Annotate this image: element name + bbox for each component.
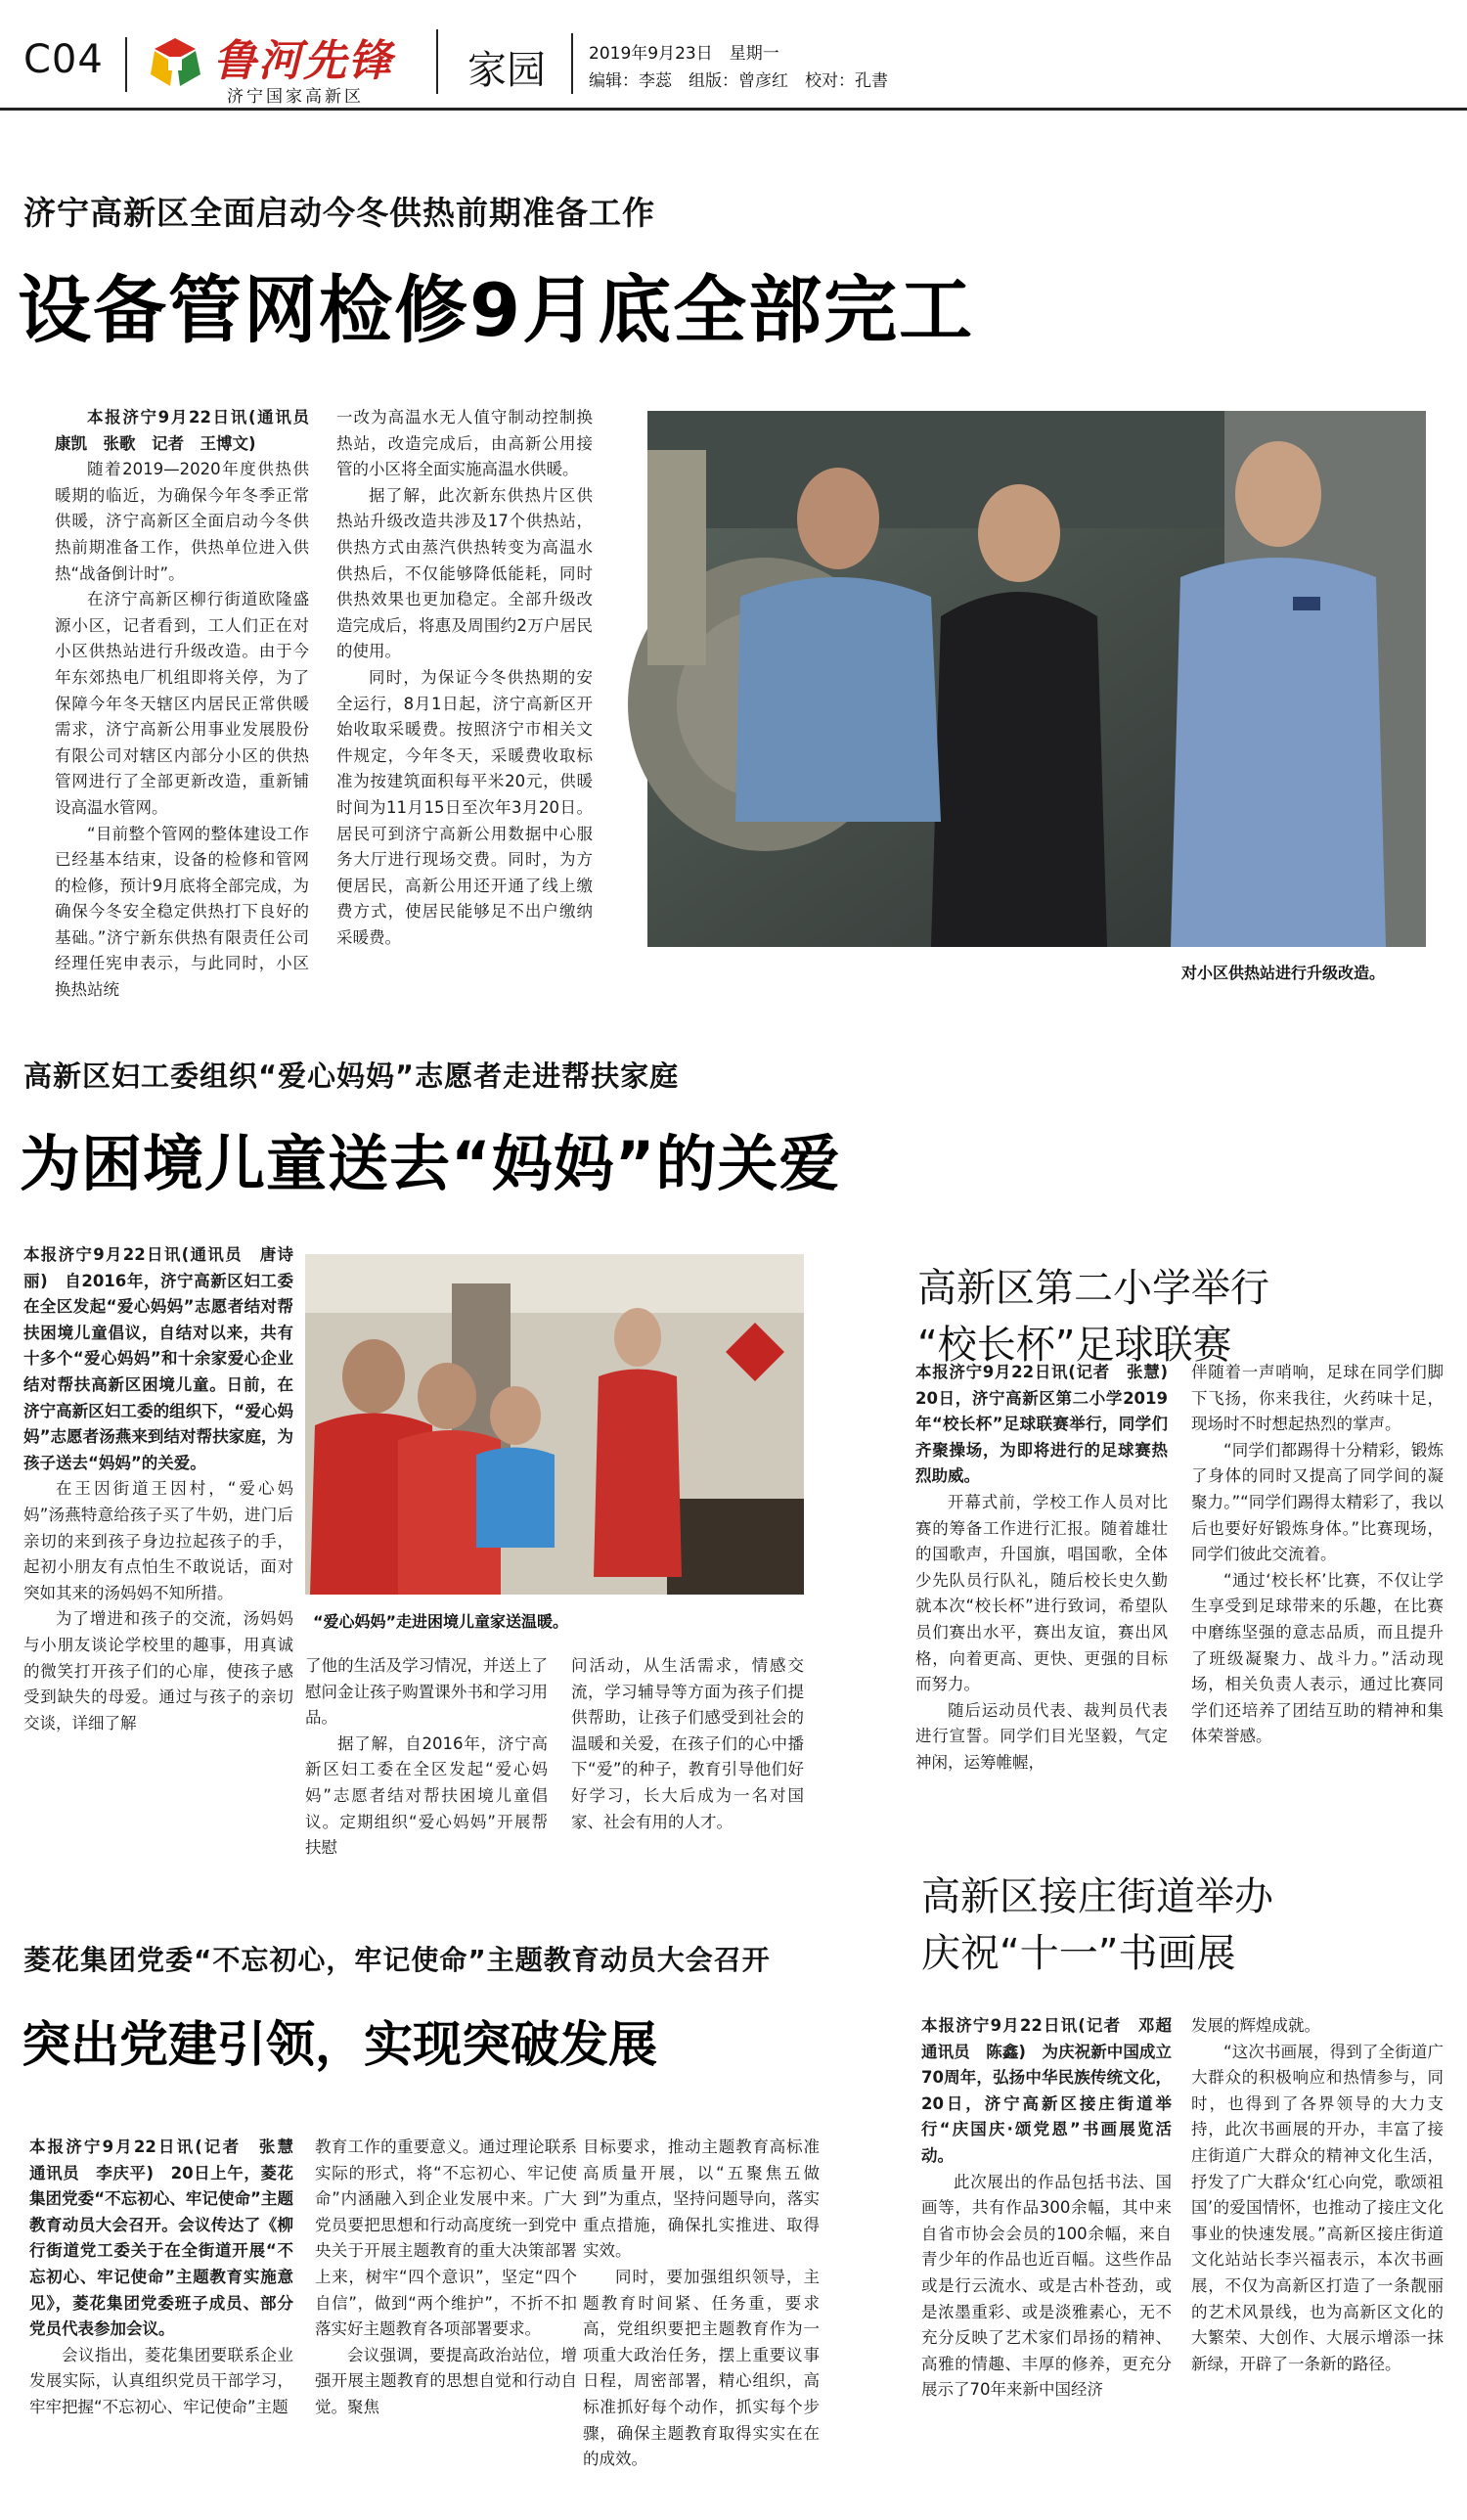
article-column bbox=[583, 2135, 820, 2498]
paragraph: 在王因街道王因村，“爱心妈妈”汤燕特意给孩子买了牛奶，进门后亲切的来到孩子身边拉起孩子的手，起初小朋友有点怕生不敢说话，面对突如其来的汤妈妈不知所措。 bbox=[23, 1479, 293, 1602]
paper-name: 鲁河先锋 bbox=[213, 36, 393, 86]
paragraph: 目标要求，推动主题教育高标准高质量开展，以“五聚焦五做到”为重点，坚持问题导向，落实重点措施，确保扎实推进、取得实效。 bbox=[583, 2138, 820, 2261]
article-kicker: 高新区妇工委组织“爱心妈妈”志愿者走进帮扶家庭 bbox=[23, 1059, 680, 1093]
article-headline bbox=[917, 1260, 1269, 1373]
article-kicker: 济宁高新区全面启动今冬供热前期准备工作 bbox=[23, 194, 655, 232]
paragraph: 本报济宁9月22日讯(通讯员 唐诗丽) 自2016年，济宁高新区妇工委在全区发起“爱心妈妈”志愿者结对帮扶困境儿童倡议，自结对以来，共有十多个“爱心妈妈”和十余家爱心企业结对帮扶高新区困境儿童。日前，在济宁高新区妇工委的组织下，“爱心妈妈”志愿者汤燕来到结对帮扶家庭，为孩子送去“妈妈”的关爱。 bbox=[23, 1245, 293, 1472]
headline-line: 庆祝“十一”书画展 bbox=[921, 1931, 1236, 1976]
paragraph: 本报济宁9月22日讯(记者 张慧 通讯员 李庆平) 20日上午，菱花集团党委“不忘初心、牢记使命”主题教育动员大会召开。会议传达了《柳行街道党工委关于在全街道开展“不忘初心、牢记使命”主题教育实施意见》，菱花集团党委班子成员、部分党员代表参加会议。 bbox=[29, 2138, 310, 2339]
article-column bbox=[921, 2013, 1188, 2498]
article-column bbox=[29, 2135, 310, 2498]
page-code: C04 bbox=[23, 37, 104, 82]
article-column bbox=[336, 405, 593, 998]
paragraph: 教育工作的重要意义。通过理论联系实际的形式，将“不忘初心、牢记使命”内涵融入到企业发展中来。广大党员要把思想和行动高度统一到党中央关于开展主题教育的重大决策部署上来，树牢“四个意识”，坚定“四个自信”，做到“两个维护”，不折不扣落实好主题教育各项部署要求。 bbox=[315, 2138, 577, 2339]
photo-caption: 对小区供热站进行升级改造。 bbox=[1181, 964, 1386, 982]
article-column bbox=[305, 1653, 548, 1865]
article-kicker: 菱花集团党委“不忘初心，牢记使命”主题教育动员大会召开 bbox=[23, 1944, 771, 1976]
photo-caring-mothers bbox=[305, 1254, 804, 1595]
paragraph: “这次书画展，得到了全街道广大群众的积极响应和热情参与，同时，也得到了各界领导的大力支持，此次书画展的开办，丰富了接庄街道广大群众的精神文化生活，抒发了广大群众‘红心向党，歌颂祖国’的爱国情怀，也推动了接庄文化事业的快速发展。”高新区接庄街道文化站站长李兴福表示，本次书画展，不仅为高新区打造了一条靓丽的艺术风景线，也为高新区文化的大繁荣、大创作、大展示增添一抹新绿，开辟了一条新的路径。 bbox=[1191, 2042, 1444, 2373]
article-column bbox=[23, 1242, 293, 1865]
paragraph: 发展的辉煌成就。 bbox=[1191, 2016, 1320, 2035]
paragraph: “目前整个管网的整体建设工作已经基本结束，设备的检修和管网的检修，预计9月底将全部完成，为确保今冬安全稳定供热打下良好的基础。”济宁新东供热有限责任公司经理任宪申表示，与此同时，小区换热站统 bbox=[55, 824, 309, 1000]
paragraph: 据了解，自2016年，济宁高新区妇工委在全区发起“爱心妈妈”志愿者结对帮扶困境儿童倡议。定期组织“爱心妈妈”开展帮扶慰 bbox=[305, 1733, 548, 1858]
article-byline: 本报济宁9月22日讯(通讯员 康凯 张歌 记者 王博文) bbox=[55, 408, 326, 453]
issue-date: 2019年9月23日 星期一 bbox=[589, 44, 779, 64]
headline-line: 高新区接庄街道举办 bbox=[921, 1874, 1273, 1919]
photo-heating-station-image bbox=[647, 411, 1426, 947]
article-column bbox=[55, 405, 326, 1000]
paper-subtitle: 济宁国家高新区 bbox=[227, 87, 364, 107]
paragraph: 同时，为保证今冬供热期的安全运行，8月1日起，济宁高新区开始收取采暖费。按照济宁市相关文件规定，今年冬天，采暖费收取标准为按建筑面积每平米20元，供暖时间为11月15日至次年3月20日。居民可到济宁高新公用数据中心服务大厅进行现场交费。同时，为方便居民，高新公用还开通了线上缴费方式，使居民能够足不出户缴纳采暖费。 bbox=[336, 667, 593, 947]
article-headline: 为困境儿童送去“妈妈”的关爱 bbox=[20, 1128, 841, 1199]
article-column bbox=[1191, 2013, 1444, 2498]
article-headline bbox=[921, 1868, 1273, 1982]
headline-line: 高新区第二小学举行 bbox=[917, 1266, 1269, 1311]
paragraph: 本报济宁9月22日讯(记者 张慧) 20日，济宁高新区第二小学2019年“校长杯”足球联赛举行，同学们齐聚操场，为即将进行的足球赛热烈助威。 bbox=[915, 1363, 1184, 1486]
section-name: 家园 bbox=[467, 48, 546, 93]
paper-logo-icon bbox=[147, 35, 203, 92]
paragraph: 随后运动员代表、裁判员代表进行宣誓。同学们目光坚毅，气定神闲，运筹帷幄， bbox=[915, 1700, 1168, 1772]
masthead-divider-2 bbox=[436, 29, 438, 94]
paragraph: 会议指出，菱花集团要联系企业发展实际，认真组织党员干部学习，牢牢把握“不忘初心、牢记使命”主题 bbox=[29, 2345, 293, 2416]
paragraph: 会议强调，要提高政治站位，增强开展主题教育的思想自觉和行动自觉。聚焦 bbox=[315, 2345, 577, 2416]
paragraph: “同学们都踢得十分精彩，锻炼了身体的同时又提高了同学间的凝聚力。”“同学们踢得太精彩了，我以后也要好好锻炼身体。”比赛现场，同学们彼此交流着。 bbox=[1191, 1440, 1444, 1564]
paragraph: 同时，要加强组织领导，主题教育时间紧、任务重，要求高，党组织要把主题教育作为一项重大政治任务，摆上重要议事日程，周密部署，精心组织，高标准抓好每个动作，抓实每个步骤，确保主题教育取得实实在在的成效。 bbox=[583, 2267, 820, 2469]
headline-line: “校长杯”足球联赛 bbox=[917, 1323, 1232, 1368]
article-column bbox=[315, 2135, 577, 2498]
paragraph: “通过‘校长杯’比赛，不仅让学生享受到足球带来的乐趣，在比赛中磨练坚强的意志品质，而且提升了班级凝聚力、战斗力。”活动现场，相关负责人表示，通过比赛同学们还培养了团结互助的精神和集体荣誉感。 bbox=[1191, 1570, 1444, 1746]
paragraph: 问活动，从生活需求，情感交流，学习辅导等方面为孩子们提供帮助，让孩子们感受到社会的温暖和关爱，在孩子们的心中播下“爱”的种子，教育引导他们好好学习，长大后成为一名对国家、社会有用的人才。 bbox=[571, 1656, 804, 1831]
paragraph: 为了增进和孩子的交流，汤妈妈与小朋友谈论学校里的趣事，用真诚的微笑打开孩子们的心扉，使孩子感受到缺失的母爱。通过与孩子的亲切交谈，详细了解 bbox=[23, 1609, 293, 1732]
masthead-divider-3 bbox=[571, 33, 573, 94]
paragraph: 随着2019—2020年度供热供暖期的临近，为确保今年冬季正常供暖，济宁高新区全面启动今冬供热前期准备工作，供热单位进入供热“战备倒计时”。 bbox=[55, 460, 309, 583]
photo-caring-mothers-image bbox=[305, 1254, 804, 1595]
photo-heating-station bbox=[647, 411, 1426, 947]
paragraph: 伴随着一声哨响，足球在同学们脚下飞扬，你来我往，火药味十足，现场时不时想起热烈的掌声。 bbox=[1191, 1363, 1444, 1434]
article-headline: 突出党建引领，实现突破发展 bbox=[22, 2016, 657, 2073]
editors-line: 编辑：李蕊 组版：曾彦红 校对：孔書 bbox=[589, 71, 888, 91]
paragraph: 在济宁高新区柳行街道欧隆盛源小区，记者看到，工人们正在对小区供热站进行升级改造。由于今年东郊热电厂机组即将关停，为了保障今年冬天辖区内居民正常供暖需求，济宁高新公用事业发展股份有限公司对辖区内部分小区的供热管网进行了全部更新改造，重新铺设高温水管网。 bbox=[55, 590, 309, 817]
paragraph: 此次展出的作品包括书法、国画等，共有作品300余幅，其中来自省市协会会员的100余幅，来自青少年的作品也近百幅。这些作品或是行云流水、或是古朴苍劲，或是浓墨重彩、或是淡雅素心，无不充分反映了艺术家们昂扬的精神、高雅的情趣、丰厚的修养，更充分展示了70年来新中国经济 bbox=[921, 2172, 1172, 2400]
paragraph: 一改为高温水无人值守制动控制换热站，改造完成后，由高新公用接管的小区将全面实施高温水供暖。 bbox=[336, 408, 593, 479]
paragraph: 本报济宁9月22日讯(记者 邓超 通讯员 陈鑫) 为庆祝新中国成立70周年，弘扬中华民族传统文化，20日，济宁高新区接庄街道举行“庆国庆·颂党恩”书画展览活动。 bbox=[921, 2016, 1188, 2165]
masthead-bottom-rule bbox=[0, 108, 1467, 111]
paragraph: 了他的生活及学习情况，并送上了慰问金让孩子购置课外书和学习用品。 bbox=[305, 1656, 548, 1728]
article-column bbox=[915, 1360, 1184, 1861]
paragraph: 据了解，此次新东供热片区供热站升级改造共涉及17个供热站，供热方式由蒸汽供热转变为高温水供热后，不仅能够降低能耗，同时供热效果也更加稳定。全部升级改造完成后，将惠及周围约2万户居民的使用。 bbox=[336, 485, 593, 661]
article-headline: 设备管网检修9月底全部完工 bbox=[18, 267, 975, 353]
article-column bbox=[1191, 1360, 1444, 1861]
article-column bbox=[571, 1653, 804, 1865]
photo-caption: “爱心妈妈”走进困境儿童家送温暖。 bbox=[313, 1612, 569, 1631]
masthead-divider bbox=[125, 37, 127, 92]
paragraph: 开幕式前，学校工作人员对比赛的筹备工作进行汇报。随着雄壮的国歌声，升国旗，唱国歌，全体少先队员行队礼，随后校长史久勤就本次“校长杯”进行致词，希望队员们赛出水平，赛出友谊，赛出风格，向着更高、更快、更强的目标而努力。 bbox=[915, 1492, 1168, 1694]
